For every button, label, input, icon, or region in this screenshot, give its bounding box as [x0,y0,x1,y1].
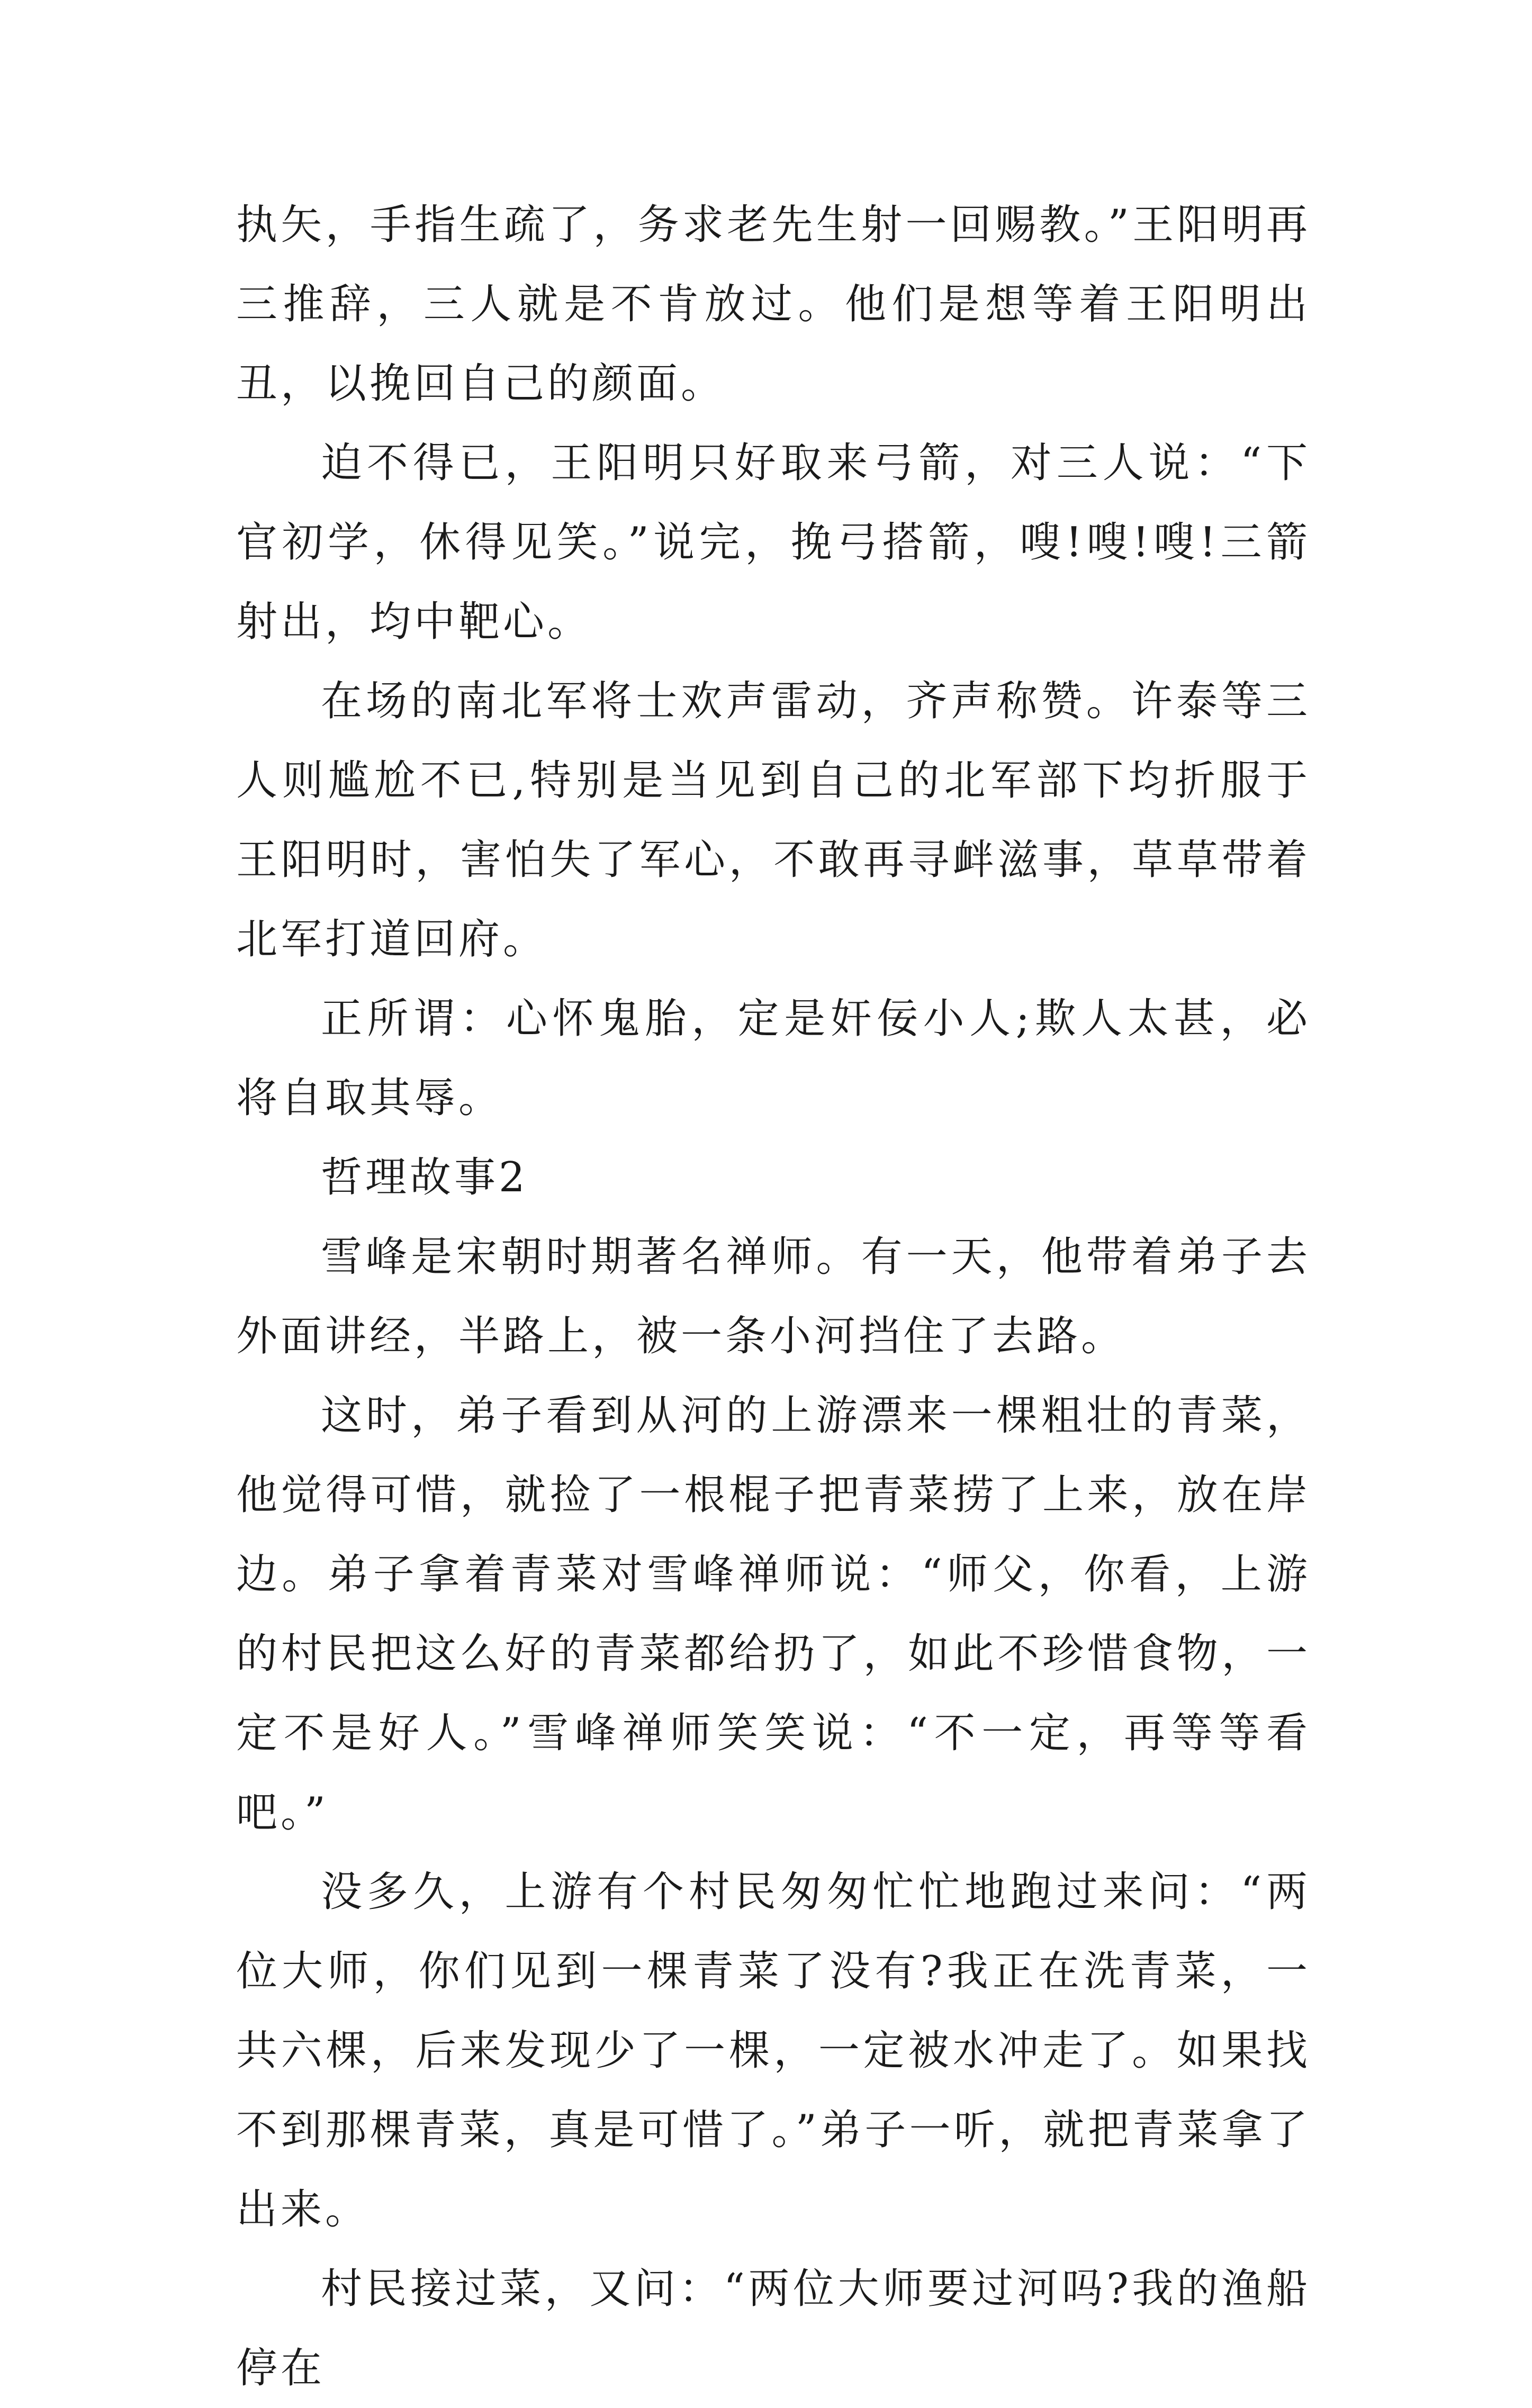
document-body [236,185,1311,2408]
paragraph: 村民接过菜，又问：“两位大师要过河吗?我的渔船停在 [236,2265,1311,2392]
paragraph: 正所谓：心怀鬼胎，定是奸佞小人;欺人太甚，必将自取其辱。 [236,995,1311,1122]
section-heading: 哲理故事2 [321,1154,528,1201]
paragraph: 这时，弟子看到从河的上游漂来一棵粗壮的青菜，他觉得可惜，就捡了一根棍子把青菜捞了上来，放在岸边。弟子拿着青菜对雪峰禅师说：“师父，你看，上游的村民把这么好的青菜都给扔了，如此不珍惜食物，一定不是好人。”雪峰禅师笑笑说：“不一定，再等等看吧。” [236,1392,1311,1836]
paragraph: 迫不得已，王阳明只好取来弓箭，对三人说：“下官初学，休得见笑。”说完，挽弓搭箭，嗖!嗖!嗖!三箭射出，均中靶心。 [236,439,1311,646]
paragraph: 雪峰是宋朝时期著名禅师。有一天，他带着弟子去外面讲经，半路上，被一条小河挡住了去路。 [236,1233,1311,1360]
paragraph-continued: 执矢，手指生疏了，务求老先生射一回赐教。”王阳明再三推辞，三人就是不肯放过。他们是想等着王阳明出丑，以挽回自己的颜面。 [236,201,1311,408]
paragraph: 没多久，上游有个村民匆匆忙忙地跑过来问：“两位大师，你们见到一棵青菜了没有?我正在洗青菜，一共六棵，后来发现少了一棵，一定被水冲走了。如果找不到那棵青菜，真是可惜了。”弟子一听，就把青菜拿了出来。 [236,1868,1311,2233]
paragraph: 在场的南北军将士欢声雷动，齐声称赞。许泰等三人则尴尬不已,特别是当见到自己的北军部下均折服于王阳明时，害怕失了军心，不敢再寻衅滋事，草草带着北军打道回府。 [236,677,1311,963]
